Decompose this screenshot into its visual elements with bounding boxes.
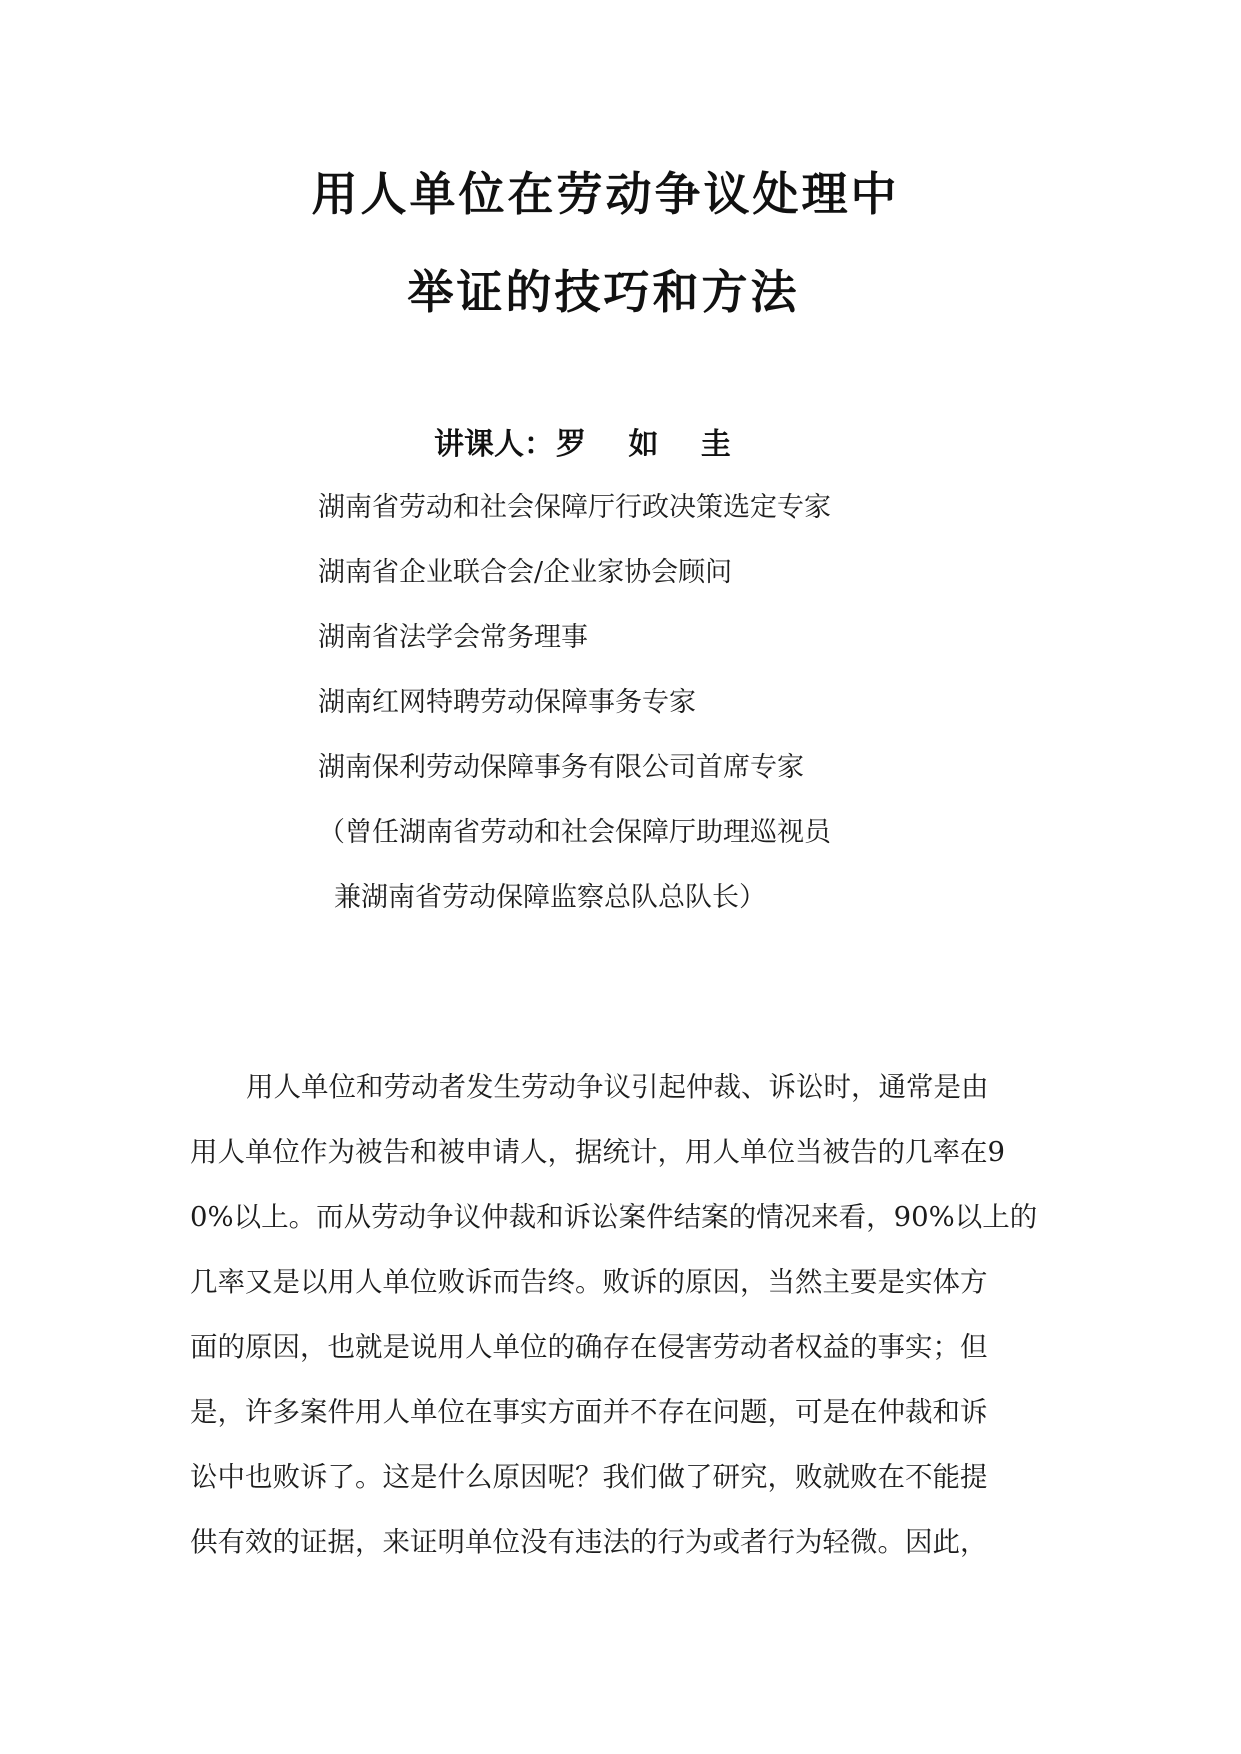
lecturer-name: 罗 如 圭 xyxy=(556,427,747,462)
body-line: 供有效的证据，来证明单位没有违法的行为或者行为轻微。因此， xyxy=(190,1526,988,1558)
lecturer-label: 讲课人： xyxy=(434,427,554,462)
body-line: 几率又是以用人单位败诉而告终。败诉的原因，当然主要是实体方 xyxy=(190,1266,988,1298)
lecturer-line xyxy=(434,419,747,463)
credential-item: 湖南保利劳动保障事务有限公司首席专家 xyxy=(318,752,804,783)
body-line: 用人单位作为被告和被申请人，据统计，用人单位当被告的几率在9 xyxy=(190,1136,1005,1168)
lecturer-credentials xyxy=(318,475,831,930)
document-title-line-1: 用人单位在劳动争议处理中 xyxy=(311,167,900,221)
credential-item: 湖南红网特聘劳动保障事务专家 xyxy=(318,687,696,718)
credential-item: 湖南省劳动和社会保障厅行政决策选定专家 xyxy=(318,492,831,523)
body-line: 面的原因，也就是说用人单位的确存在侵害劳动者权益的事实；但 xyxy=(190,1331,988,1363)
body-line: 是，许多案件用人单位在事实方面并不存在问题，可是在仲裁和诉 xyxy=(190,1396,988,1428)
body-line: 0%以上。而从劳动争议仲裁和诉讼案件结案的情况来看，90%以上的 xyxy=(190,1201,1038,1233)
credential-item: 湖南省法学会常务理事 xyxy=(318,622,588,653)
credential-item: 兼湖南省劳动保障监察总队总队长） xyxy=(334,882,766,913)
credential-item: （曾任湖南省劳动和社会保障厅助理巡视员 xyxy=(318,817,831,848)
document-title-line-2: 举证的技巧和方法 xyxy=(407,265,800,319)
body-paragraph xyxy=(190,1055,1050,1575)
credential-item: 湖南省企业联合会/企业家协会顾问 xyxy=(318,557,733,588)
body-line: 用人单位和劳动者发生劳动争议引起仲裁、诉讼时，通常是由 xyxy=(246,1071,989,1103)
body-line: 讼中也败诉了。这是什么原因呢？我们做了研究，败就败在不能提 xyxy=(190,1461,988,1493)
